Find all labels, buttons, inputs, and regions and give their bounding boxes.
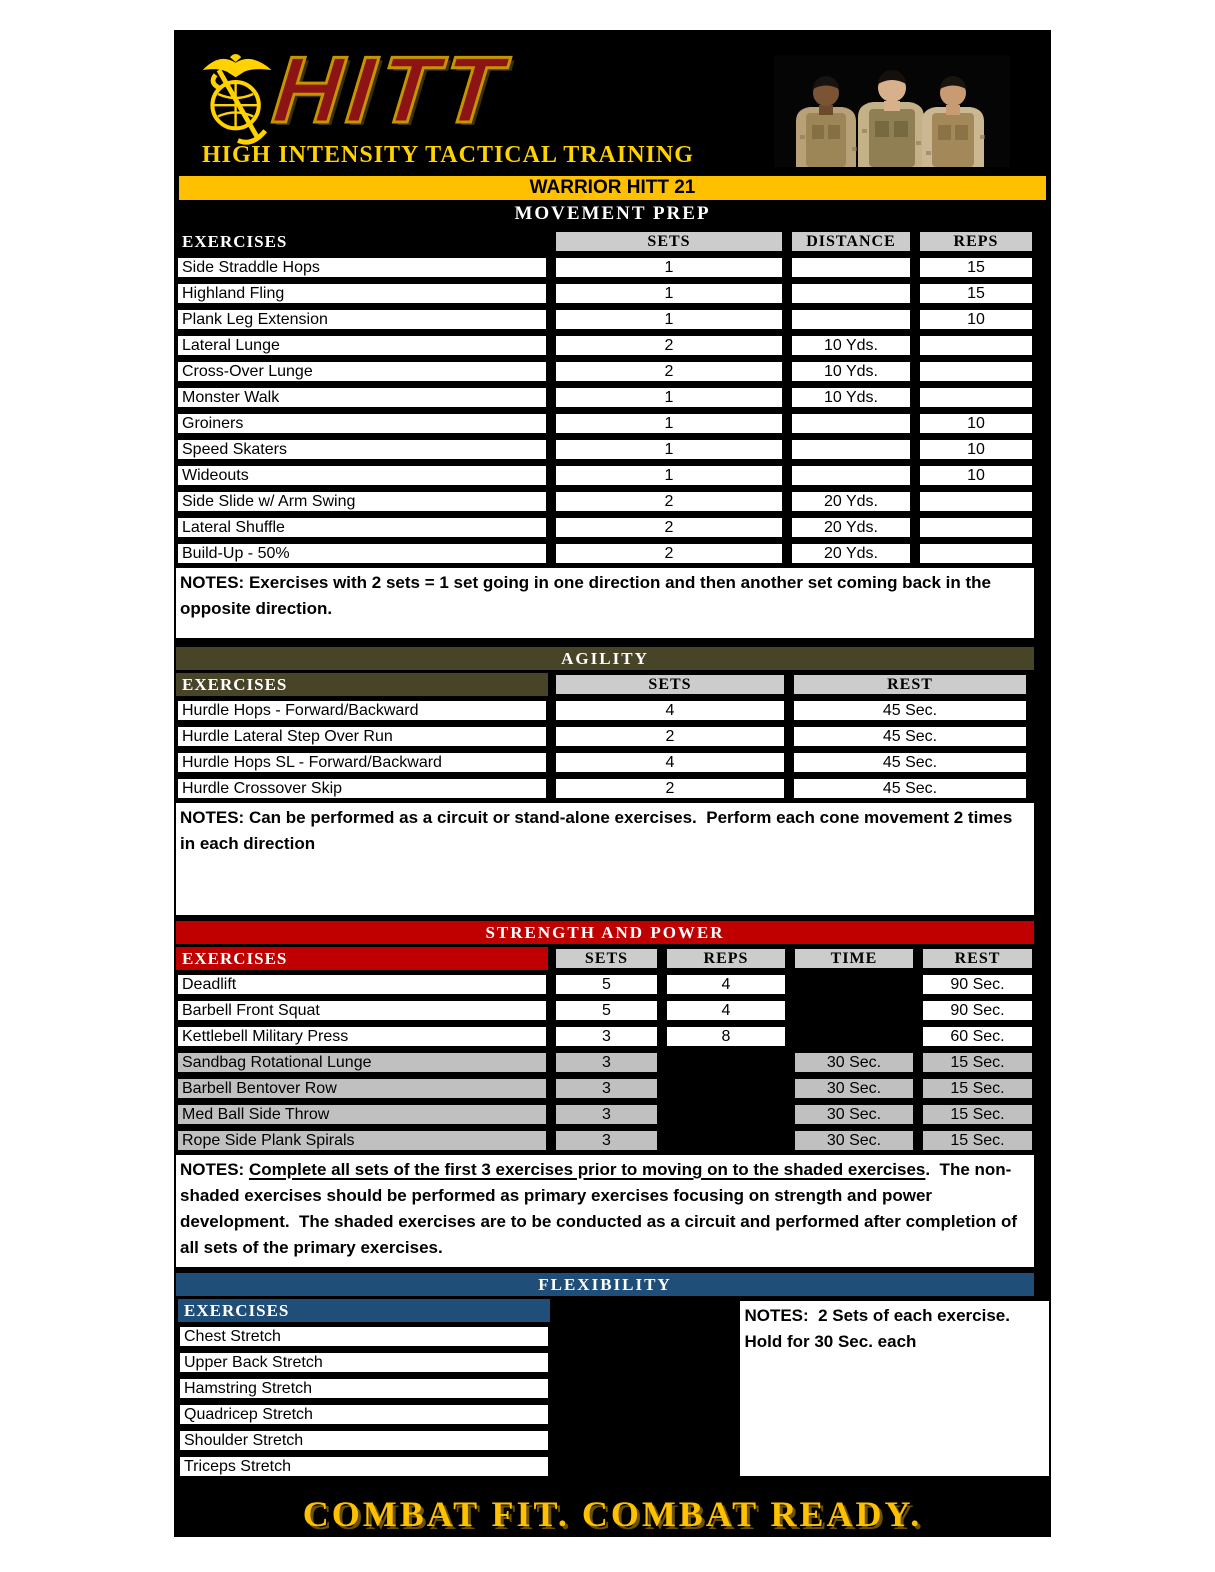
table-row bbox=[176, 308, 1034, 331]
exercise-name: Hurdle Hops SL - Forward/Backward bbox=[176, 751, 548, 774]
movement-prep-title: MOVEMENT PREP bbox=[514, 203, 711, 224]
value-cell: 20 Yds. bbox=[790, 516, 912, 539]
exercise-name: Build-Up - 50% bbox=[176, 542, 548, 565]
value-cell: 2 bbox=[554, 542, 784, 565]
exercise-name: Hurdle Crossover Skip bbox=[176, 777, 548, 800]
value-cell: 5 bbox=[554, 973, 659, 996]
value-cell: 3 bbox=[554, 1103, 659, 1126]
value-cell: 15 Sec. bbox=[921, 1077, 1034, 1100]
value-cell: 15 Sec. bbox=[921, 1103, 1034, 1126]
table-row bbox=[178, 1403, 732, 1426]
column-header: SETS bbox=[554, 673, 786, 696]
exercise-name: Lateral Shuffle bbox=[176, 516, 548, 539]
value-cell: 15 bbox=[918, 282, 1034, 305]
exercise-name: Side Slide w/ Arm Swing bbox=[176, 490, 548, 513]
value-cell: 90 Sec. bbox=[921, 973, 1034, 996]
table-row bbox=[176, 777, 1034, 800]
value-cell bbox=[918, 490, 1034, 513]
column-header: SETS bbox=[554, 947, 659, 970]
header bbox=[174, 30, 1051, 176]
value-cell: 3 bbox=[554, 1129, 659, 1152]
value-cell bbox=[918, 516, 1034, 539]
value-cell: 15 Sec. bbox=[921, 1051, 1034, 1074]
value-cell: 15 Sec. bbox=[921, 1129, 1034, 1152]
agility-notes: NOTES: Can be performed as a circuit or stand-alone exercises. Perform each cone movement 2 times in each direction bbox=[176, 803, 1034, 915]
value-cell bbox=[918, 542, 1034, 565]
table-row bbox=[176, 725, 1034, 748]
value-cell: 8 bbox=[665, 1025, 787, 1048]
column-header: REST bbox=[921, 947, 1034, 970]
table-row bbox=[176, 516, 1034, 539]
column-header: SETS bbox=[554, 230, 784, 253]
exercise-name: Hurdle Lateral Step Over Run bbox=[176, 725, 548, 748]
table-row bbox=[178, 1351, 732, 1374]
exercise-name: Wideouts bbox=[176, 464, 548, 487]
hitt-logo bbox=[202, 37, 694, 168]
exercise-name: Side Straddle Hops bbox=[176, 256, 548, 279]
value-cell bbox=[918, 360, 1034, 383]
table-row bbox=[176, 973, 1034, 996]
table-row bbox=[176, 699, 1034, 722]
value-cell: 15 bbox=[918, 256, 1034, 279]
table-row bbox=[176, 1077, 1034, 1100]
column-header: REST bbox=[792, 673, 1028, 696]
value-cell: 1 bbox=[554, 464, 784, 487]
exercise-name: Highland Fling bbox=[176, 282, 548, 305]
value-cell: 2 bbox=[554, 360, 784, 383]
table-row bbox=[178, 1455, 732, 1478]
flexibility-table bbox=[178, 1299, 732, 1481]
movement-prep-notes: NOTES: Exercises with 2 sets = 1 set going in one direction and then another set coming back in the opposite direction. bbox=[176, 568, 1034, 638]
value-cell: 30 Sec. bbox=[793, 1051, 915, 1074]
value-cell: 90 Sec. bbox=[921, 999, 1034, 1022]
table-row bbox=[176, 751, 1034, 774]
value-cell bbox=[790, 282, 912, 305]
exercise-name: Cross-Over Lunge bbox=[176, 360, 548, 383]
value-cell: 10 bbox=[918, 438, 1034, 461]
column-header: EXERCISES bbox=[176, 673, 548, 696]
value-cell bbox=[665, 1051, 787, 1074]
value-cell: 10 bbox=[918, 412, 1034, 435]
value-cell: 60 Sec. bbox=[921, 1025, 1034, 1048]
column-header: EXERCISES bbox=[176, 947, 548, 970]
value-cell: 5 bbox=[554, 999, 659, 1022]
value-cell: 2 bbox=[554, 516, 784, 539]
value-cell: 1 bbox=[554, 412, 784, 435]
exercise-name: Rope Side Plank Spirals bbox=[176, 1129, 548, 1152]
exercise-name: Shoulder Stretch bbox=[178, 1429, 550, 1452]
exercise-name: Barbell Bentover Row bbox=[176, 1077, 548, 1100]
exercise-name: Quadricep Stretch bbox=[178, 1403, 550, 1426]
value-cell bbox=[790, 438, 912, 461]
value-cell bbox=[790, 412, 912, 435]
value-cell: 1 bbox=[554, 438, 784, 461]
value-cell: 10 bbox=[918, 308, 1034, 331]
strength-table bbox=[176, 947, 1034, 1152]
movement-prep-table bbox=[176, 230, 1034, 565]
table-row bbox=[178, 1325, 732, 1348]
value-cell: 1 bbox=[554, 282, 784, 305]
value-cell: 20 Yds. bbox=[790, 490, 912, 513]
value-cell: 2 bbox=[554, 777, 786, 800]
value-cell: 45 Sec. bbox=[792, 751, 1028, 774]
exercise-name: Deadlift bbox=[176, 973, 548, 996]
value-cell bbox=[918, 334, 1034, 357]
value-cell: 30 Sec. bbox=[793, 1077, 915, 1100]
value-cell: 1 bbox=[554, 386, 784, 409]
exercise-name: Sandbag Rotational Lunge bbox=[176, 1051, 548, 1074]
value-cell: 4 bbox=[554, 699, 786, 722]
column-header: EXERCISES bbox=[176, 230, 548, 253]
table-row bbox=[176, 1051, 1034, 1074]
table-row bbox=[176, 386, 1034, 409]
value-cell bbox=[665, 1103, 787, 1126]
logo-acronym: HITT bbox=[268, 37, 513, 142]
strength-title: STRENGTH AND POWER bbox=[176, 921, 1034, 944]
value-cell bbox=[793, 973, 915, 996]
table-row bbox=[176, 360, 1034, 383]
marines-photo bbox=[774, 55, 1010, 167]
value-cell: 4 bbox=[665, 999, 787, 1022]
column-header: TIME bbox=[793, 947, 915, 970]
exercise-name: Kettlebell Military Press bbox=[176, 1025, 548, 1048]
exercise-name: Triceps Stretch bbox=[178, 1455, 550, 1478]
workout-sheet bbox=[174, 30, 1051, 1537]
value-cell: 2 bbox=[554, 334, 784, 357]
exercise-name: Med Ball Side Throw bbox=[176, 1103, 548, 1126]
value-cell: 45 Sec. bbox=[792, 725, 1028, 748]
value-cell: 3 bbox=[554, 1025, 659, 1048]
column-header: REPS bbox=[665, 947, 787, 970]
column-header: DISTANCE bbox=[790, 230, 912, 253]
value-cell: 30 Sec. bbox=[793, 1103, 915, 1126]
value-cell: 10 Yds. bbox=[790, 386, 912, 409]
table-row bbox=[176, 282, 1034, 305]
table-row bbox=[176, 464, 1034, 487]
table-row bbox=[176, 1103, 1034, 1126]
column-header: EXERCISES bbox=[178, 1299, 550, 1322]
value-cell: 10 Yds. bbox=[790, 360, 912, 383]
table-row bbox=[176, 542, 1034, 565]
strength-notes-rest: . The non-shaded exercises should be performed as primary exercises focusing on strength and power development. The shaded exercises are to be conducted as a circuit and performed after completion of all sets of the primary exercises. bbox=[180, 1160, 1022, 1257]
title-banner bbox=[179, 176, 1046, 200]
table-row bbox=[176, 490, 1034, 513]
table-row bbox=[176, 999, 1034, 1022]
flexibility-body bbox=[176, 1299, 1051, 1481]
agility-title: AGILITY bbox=[176, 647, 1034, 670]
table-row bbox=[178, 1429, 732, 1452]
table-row bbox=[176, 1129, 1034, 1152]
exercise-name: Hamstring Stretch bbox=[178, 1377, 550, 1400]
exercise-name: Groiners bbox=[176, 412, 548, 435]
exercise-name: Chest Stretch bbox=[178, 1325, 550, 1348]
footer-motto: COMBAT FIT. COMBAT READY. bbox=[302, 1494, 923, 1534]
value-cell bbox=[790, 464, 912, 487]
value-cell: 3 bbox=[554, 1077, 659, 1100]
value-cell: 4 bbox=[554, 751, 786, 774]
value-cell: 45 Sec. bbox=[792, 777, 1028, 800]
strength-notes-label: NOTES: bbox=[180, 1160, 249, 1179]
value-cell: 1 bbox=[554, 256, 784, 279]
exercise-name: Barbell Front Squat bbox=[176, 999, 548, 1022]
value-cell: 20 Yds. bbox=[790, 542, 912, 565]
table-row bbox=[176, 1025, 1034, 1048]
value-cell: 4 bbox=[665, 973, 787, 996]
agility-table bbox=[176, 673, 1034, 800]
table-row bbox=[176, 256, 1034, 279]
banner-title: WARRIOR HITT 21 bbox=[529, 177, 696, 198]
value-cell: 10 bbox=[918, 464, 1034, 487]
table-row bbox=[178, 1377, 732, 1400]
value-cell: 10 Yds. bbox=[790, 334, 912, 357]
column-header: REPS bbox=[918, 230, 1034, 253]
flexibility-title: FLEXIBILITY bbox=[176, 1273, 1034, 1296]
value-cell bbox=[665, 1077, 787, 1100]
value-cell bbox=[790, 308, 912, 331]
table-row bbox=[176, 412, 1034, 435]
table-row bbox=[176, 438, 1034, 461]
flexibility-notes: NOTES: 2 Sets of each exercise. Hold for 30 Sec. each bbox=[738, 1299, 1051, 1478]
value-cell bbox=[793, 999, 915, 1022]
value-cell: 3 bbox=[554, 1051, 659, 1074]
value-cell bbox=[793, 1025, 915, 1048]
strength-notes bbox=[176, 1155, 1034, 1267]
exercise-name: Monster Walk bbox=[176, 386, 548, 409]
usmc-eagle-globe-anchor-icon bbox=[198, 44, 278, 152]
logo-subtitle: HIGH INTENSITY TACTICAL TRAINING bbox=[202, 142, 694, 168]
value-cell bbox=[918, 386, 1034, 409]
exercise-name: Plank Leg Extension bbox=[176, 308, 548, 331]
exercise-name: Hurdle Hops - Forward/Backward bbox=[176, 699, 548, 722]
strength-notes-underlined: Complete all sets of the first 3 exercises prior to moving on to the shaded exercises bbox=[248, 1160, 926, 1179]
exercise-name: Upper Back Stretch bbox=[178, 1351, 550, 1374]
value-cell: 30 Sec. bbox=[793, 1129, 915, 1152]
exercise-name: Speed Skaters bbox=[176, 438, 548, 461]
value-cell: 2 bbox=[554, 490, 784, 513]
value-cell bbox=[790, 256, 912, 279]
value-cell: 2 bbox=[554, 725, 786, 748]
table-row bbox=[176, 334, 1034, 357]
value-cell bbox=[665, 1129, 787, 1152]
value-cell: 1 bbox=[554, 308, 784, 331]
value-cell: 45 Sec. bbox=[792, 699, 1028, 722]
exercise-name: Lateral Lunge bbox=[176, 334, 548, 357]
